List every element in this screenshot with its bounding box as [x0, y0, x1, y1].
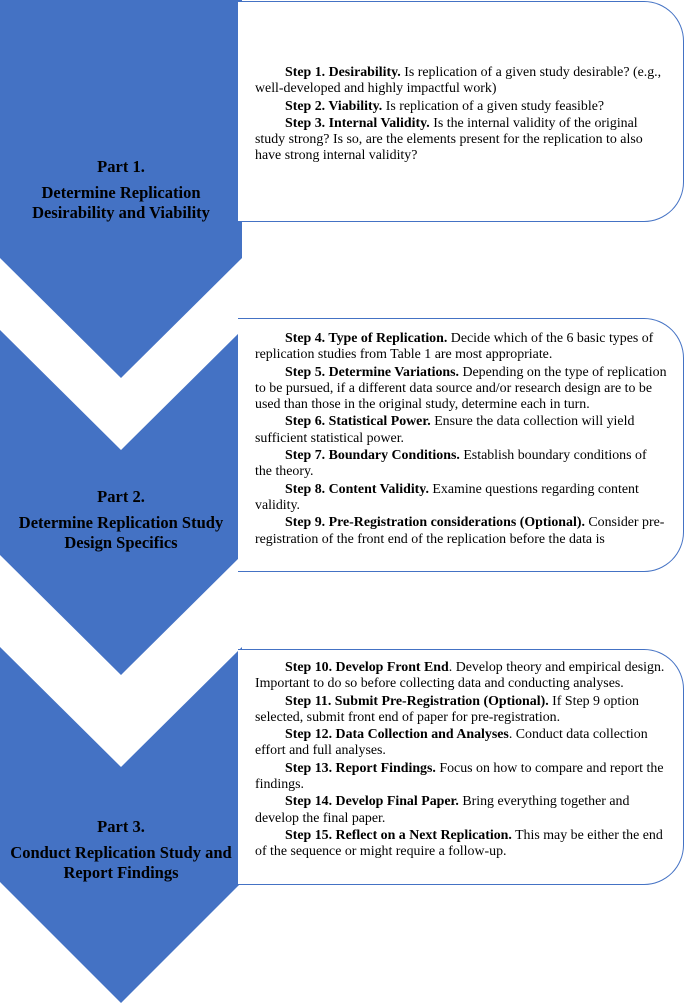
step-13-text: Focus on how to compare and report the findings.: [255, 760, 664, 793]
step-12-text: . Conduct data collection effort and full analyses.: [255, 727, 648, 759]
step-7-text: Establish boundary conditions of the theory.: [255, 448, 647, 480]
step-4-label: Step 4. Type of Replication.: [285, 331, 448, 346]
step-4-text: Decide which of the 6 basic types of replication studies from Table 1 are most appropriate.: [255, 331, 654, 363]
step-2-label: Step 2. Viability.: [285, 98, 383, 114]
part-1-label: [0, 157, 242, 223]
step-5-label: Step 5. Determine Variations.: [285, 364, 460, 380]
step-12: [255, 727, 667, 760]
step-11: [255, 694, 667, 727]
step-10-label: Step 10. Develop Front End: [285, 660, 449, 675]
step-8: [255, 482, 667, 515]
part-3-label: [0, 817, 242, 883]
step-7: [255, 448, 667, 481]
step-6-text: Ensure the data collection will yield sufficient statistical power.: [255, 414, 635, 446]
part-2-steps-box: [238, 318, 684, 572]
step-5: [255, 365, 667, 414]
step-2-text: Is replication of a given study feasible?: [382, 98, 605, 114]
step-2: [255, 99, 665, 115]
step-8-label: Step 8. Content Validity.: [285, 481, 429, 497]
part-3-steps-box: [238, 649, 684, 885]
part-1-number: Part 1.: [97, 157, 145, 176]
part-2-title: Determine Replication Study Design Specifics: [18, 513, 224, 552]
part-2-number: Part 2.: [97, 487, 145, 506]
step-6: [255, 414, 667, 447]
step-7-label: Step 7. Boundary Conditions.: [285, 448, 460, 464]
step-11-label: Step 11. Submit Pre-Registration (Optional).: [285, 693, 549, 709]
step-9-text: Consider pre-registration of the front end of the replication before the data is: [255, 515, 665, 547]
step-1: [255, 65, 665, 98]
part-1-steps-box: [238, 1, 684, 222]
step-9-label: Step 9. Pre-Registration considerations (Optional).: [285, 515, 585, 531]
step-15-label: Step 15. Reflect on a Next Replication.: [285, 827, 512, 843]
step-15-text: This may be either the end of the sequence or might require a follow-up.: [255, 827, 663, 860]
step-13-label: Step 13. Report Findings.: [285, 760, 436, 776]
step-15: [255, 828, 667, 861]
step-10: [255, 660, 667, 693]
step-14-label: Step 14. Develop Final Paper.: [285, 794, 459, 810]
part-3-title: Conduct Replication Study and Report Findings: [10, 843, 232, 882]
step-14: [255, 794, 667, 827]
step-9: [255, 515, 667, 548]
step-10-text: . Develop theory and empirical design. Important to do so before collecting data and conducting analyses.: [255, 660, 665, 692]
part-3-number: Part 3.: [97, 817, 145, 836]
step-4: [255, 331, 667, 364]
step-11-text: If Step 9 option selected, submit front end of paper for pre-registration.: [255, 693, 639, 725]
step-3: [255, 116, 665, 165]
step-13: [255, 761, 667, 794]
step-3-text: Is the internal validity of the original study strong? Is so, are the elements present for the replication to also have strong internal validity?: [255, 115, 643, 164]
step-8-text: Examine questions regarding content validity.: [255, 481, 639, 513]
part-2-label: [0, 487, 242, 553]
step-5-text: Depending on the type of replication to be pursued, if a different data source and/or research design are to be used than those in the original study, determine each in turn.: [255, 364, 667, 413]
step-1-text: Is replication of a given study desirable? (e.g., well-developed and highly impactful work): [255, 65, 662, 97]
step-6-label: Step 6. Statistical Power.: [285, 414, 431, 430]
step-1-label: Step 1. Desirability.: [285, 65, 401, 80]
step-3-label: Step 3. Internal Validity.: [285, 115, 430, 131]
step-14-text: Bring everything together and develop the final paper.: [255, 794, 630, 826]
step-12-label: Step 12. Data Collection and Analyses: [285, 727, 509, 743]
part-1-title: Determine Replication Desirability and Viability: [32, 183, 210, 222]
